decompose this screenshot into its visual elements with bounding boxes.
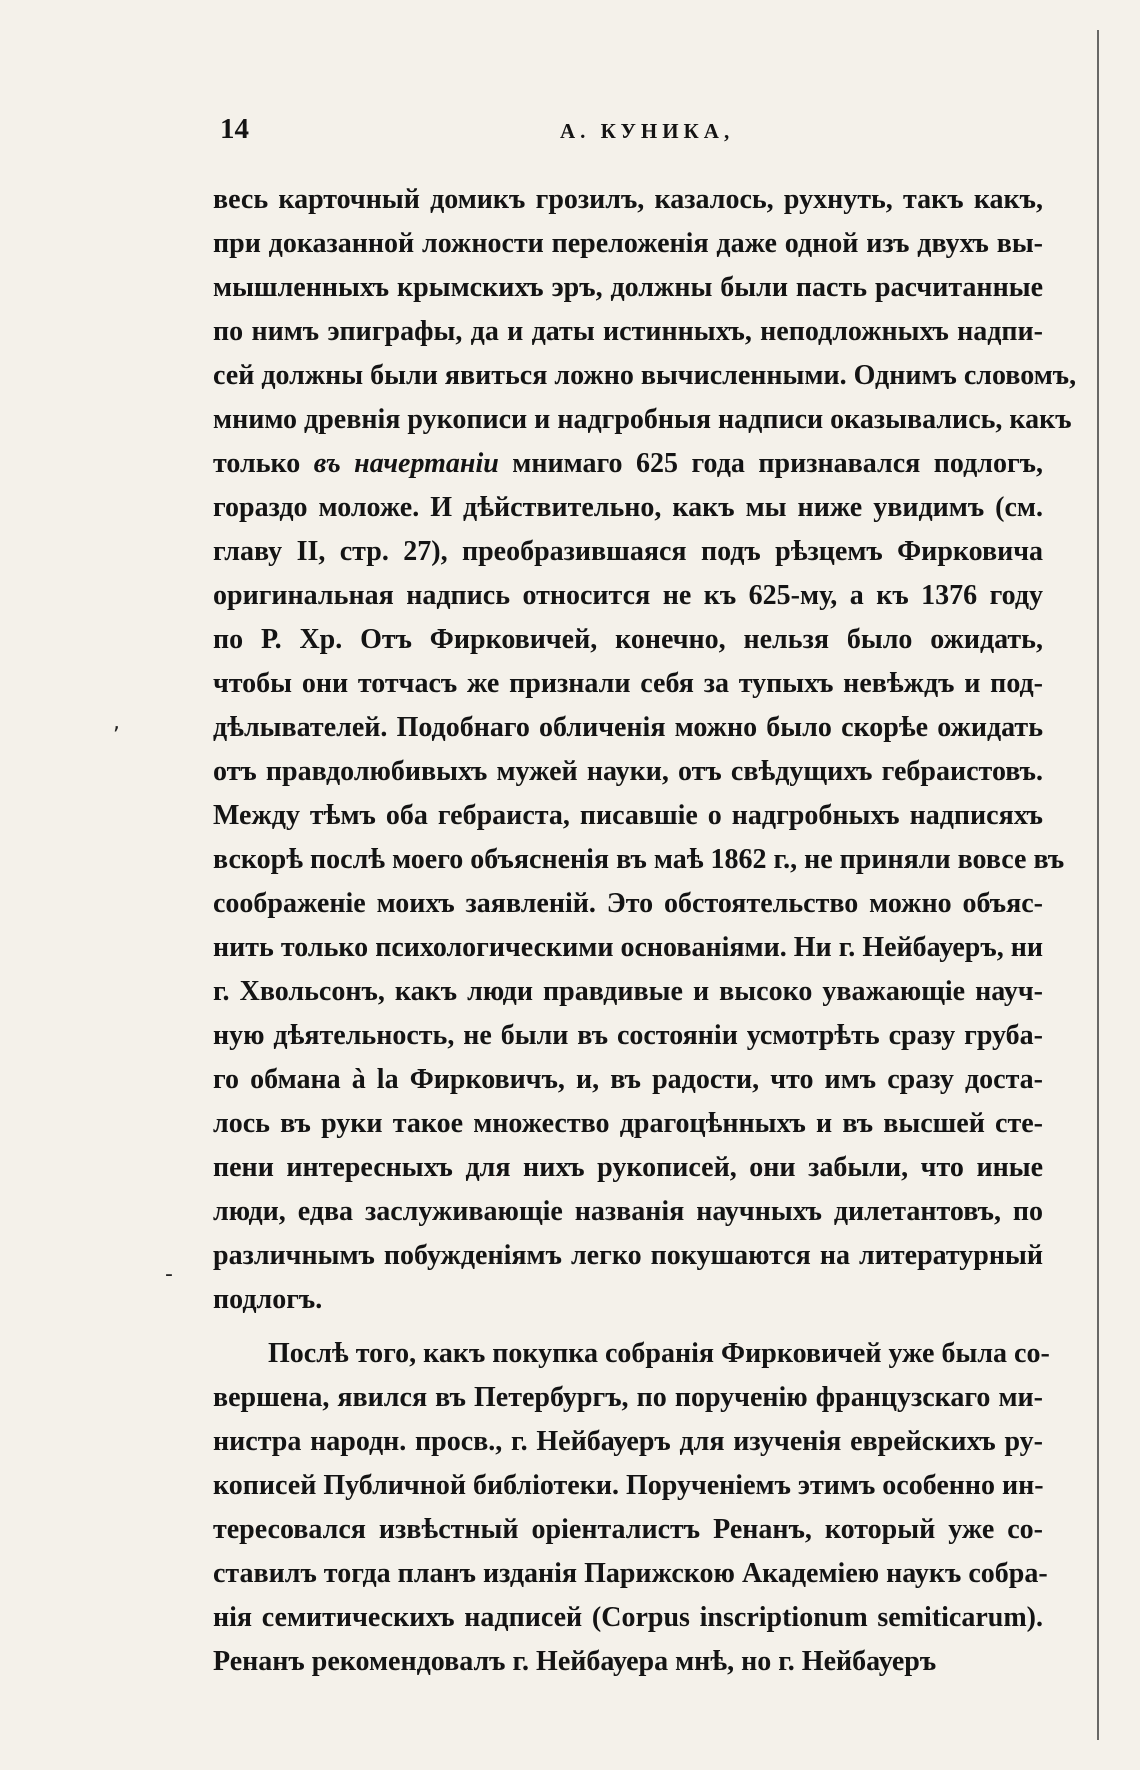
text-line: сей должны были явиться ложно вычисленными. Однимъ словомъ,	[213, 360, 1077, 391]
text-line: мнимо древнія рукописи и надгробныя надписи оказывались, какъ	[213, 404, 1072, 435]
text-line: гораздо моложе. И дѣйствительно, какъ мы ниже увидимъ (см.	[213, 492, 1043, 523]
text-line: Между тѣмъ оба гебраиста, писавшіе о надгробныхъ надписяхъ	[213, 800, 1043, 831]
text-line: кописей Публичной библіотеки. Порученіемъ этимъ особенно ин-	[213, 1470, 1044, 1501]
text-line: весь карточный домикъ грозилъ, казалось, рухнуть, такъ какъ,	[213, 184, 1043, 215]
italic-phrase: въ начертаніи	[313, 448, 499, 479]
text-line: главу II, стр. 27), преобразившаяся подъ рѣзцемъ Фирковича	[213, 536, 1043, 567]
text-line: подлогъ.	[213, 1284, 323, 1315]
text-run: мнимаго 625 года признавался подлогъ,	[498, 448, 1043, 479]
text-line: г. Хвольсонъ, какъ люди правдивые и высоко уважающіе науч-	[213, 976, 1043, 1007]
body-text	[213, 178, 1077, 1684]
text-line: чтобы они тотчасъ же признали себя за тупыхъ невѣждъ и под-	[213, 668, 1043, 699]
paragraph-gap	[213, 1322, 1043, 1332]
running-head	[220, 113, 1065, 153]
scan-speck: -	[165, 1262, 173, 1287]
text-line: Послѣ того, какъ покупка собранія Фирковичей уже была со-	[268, 1338, 1050, 1369]
text-line: пени интересныхъ для нихъ рукописей, они забыли, что иные	[213, 1152, 1043, 1183]
text-line: вскорѣ послѣ моего объясненія въ маѣ 1862 г., не приняли вовсе въ	[213, 844, 1065, 875]
text-line: соображеніе моихъ заявленій. Это обстоятельство можно объяс-	[213, 888, 1043, 919]
paragraph	[213, 1332, 1050, 1684]
text-line: тересовался извѣстный оріенталистъ Ренанъ, который уже со-	[213, 1514, 1043, 1545]
paragraph	[213, 178, 1077, 1322]
text-line: Ренанъ рекомендовалъ г. Нейбауера мнѣ, но г. Нейбауеръ	[213, 1646, 937, 1677]
text-line: по Р. Хр. Отъ Фирковичей, конечно, нельзя было ожидать,	[213, 624, 1043, 655]
text-line: отъ правдолюбивыхъ мужей науки, отъ свѣдущихъ гебраистовъ.	[213, 756, 1043, 787]
text-line: го обмана à la Фирковичъ, и, въ радости, что имъ сразу доста-	[213, 1064, 1043, 1095]
text-line: нистра народн. просв., г. Нейбауеръ для изученія еврейскихъ ру-	[213, 1426, 1043, 1457]
text-line: вершена, явился въ Петербургъ, по порученію французскаго ми-	[213, 1382, 1043, 1413]
text-line: при доказанной ложности переложенія даже одной изъ двухъ вы-	[213, 228, 1043, 259]
text-line: люди, едва заслуживающіе названія научныхъ дилетантовъ, по	[213, 1196, 1043, 1227]
scan-speck: ,	[113, 710, 120, 735]
text-line: нить только психологическими основаніями. Ни г. Нейбауеръ, ни	[213, 932, 1043, 963]
text-line: различнымъ побужденіямъ легко покушаются на литературный	[213, 1240, 1043, 1271]
text-run: только	[213, 448, 314, 479]
text-line	[213, 442, 1043, 486]
scan-edge-line	[1097, 30, 1099, 1740]
page-number: 14	[220, 113, 249, 145]
text-line: нія семитическихъ надписей (Corpus inscriptionum semiticarum).	[213, 1602, 1043, 1633]
text-line: ставилъ тогда планъ изданія Парижскою Академіею наукъ собра-	[213, 1558, 1048, 1589]
text-line: ную дѣятельность, не были въ состояніи усмотрѣть сразу груба-	[213, 1020, 1043, 1051]
text-line: лось въ руки такое множество драгоцѣнныхъ и въ высшей сте-	[213, 1108, 1043, 1139]
text-line: оригинальная надпись относится не къ 625-му, а къ 1376 году	[213, 580, 1043, 611]
text-line: дѣлывателей. Подобнаго обличенія можно было скорѣе ожидать	[213, 712, 1043, 743]
running-title: А. КУНИКА,	[560, 119, 735, 143]
text-line: мышленныхъ крымскихъ эръ, должны были пасть расчитанные	[213, 272, 1043, 303]
text-line: по нимъ эпиграфы, да и даты истинныхъ, неподложныхъ надпи-	[213, 316, 1043, 347]
